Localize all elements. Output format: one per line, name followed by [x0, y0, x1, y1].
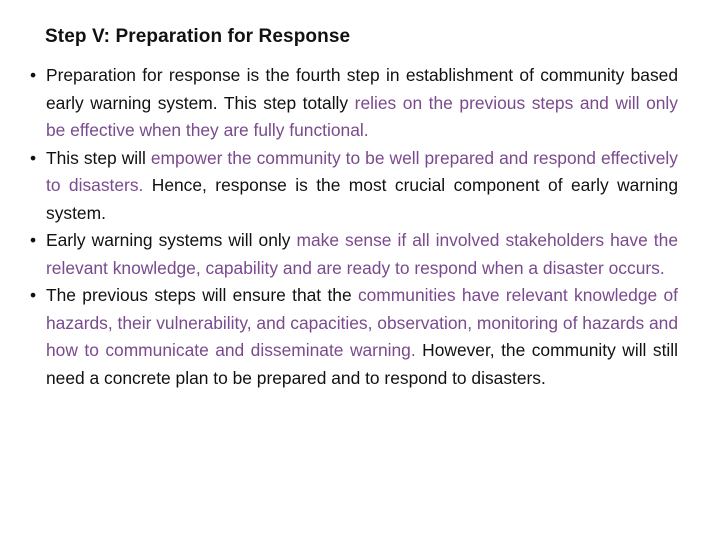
bullet-segment: This step will [46, 147, 151, 168]
bullet-segment-highlight: make sense if all involved stakeholders have the relevant knowledge, capability and are ready to respond when a disaster occurs. [46, 230, 678, 278]
bullet-item [30, 282, 678, 392]
bullet-segment-highlight: communities have relevant knowledge of hazards, their vulnerability, and capacities, observation, monitoring of hazards and how to communicate and disseminate warning. [46, 285, 679, 360]
bullet-text [46, 65, 678, 140]
bullet-text [46, 230, 678, 278]
bullet-item [30, 62, 678, 145]
bullet-icon: • [30, 65, 37, 85]
bullet-segment-highlight: relies on the previous steps and will only be effective when they are fully functional. [46, 92, 678, 140]
bullet-item [30, 145, 678, 228]
bullet-segment: Early warning systems will only [46, 230, 297, 250]
bullet-icon: • [30, 147, 37, 168]
bullet-icon: • [30, 230, 37, 250]
bullet-segment: The previous steps will ensure that the [46, 285, 358, 305]
bullet-list [30, 62, 678, 392]
bullet-segment: Preparation for response is the fourth step in establishment of community based early warning system. This step totally [46, 65, 678, 113]
bullet-icon: • [30, 285, 37, 305]
bullet-segment-highlight: empower the community to be well prepared and respond effectively to disasters. [46, 147, 678, 195]
bullet-text [46, 285, 678, 388]
bullet-item [30, 227, 678, 282]
bullet-text [46, 148, 678, 223]
slide-title: Step V: Preparation for Response [45, 26, 351, 47]
bullet-segment: However, the community will still need a concrete plan to be prepared and to respond to disasters. [46, 340, 679, 388]
bullet-segment: Hence, response is the most crucial component of early warning system. [46, 175, 678, 223]
